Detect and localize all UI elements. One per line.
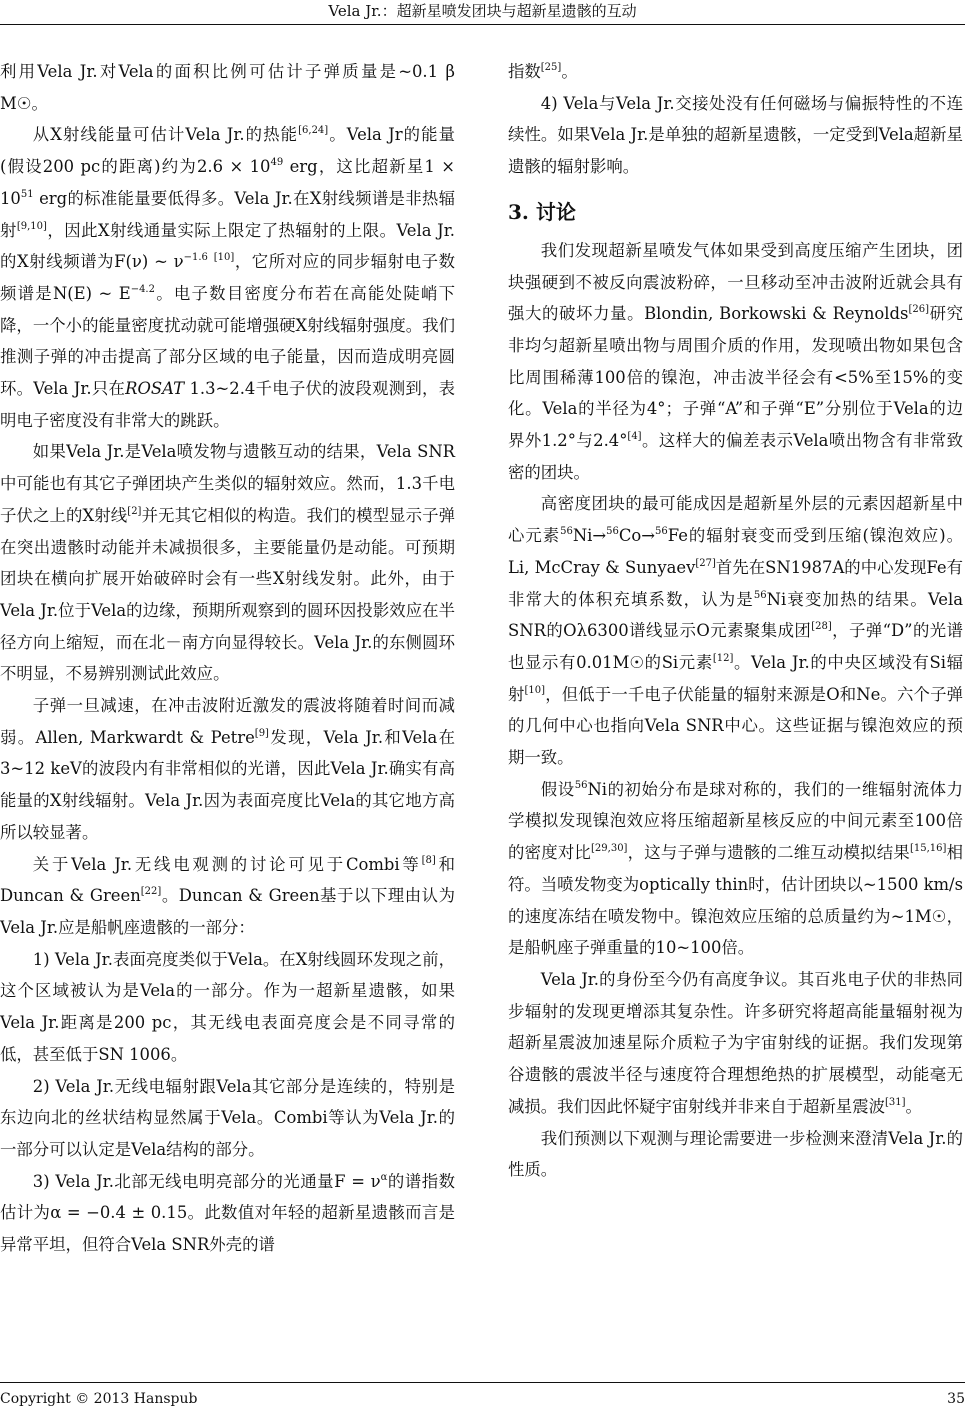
paragraph-mass-estimate: 利用Vela Jr.对Vela的面积比例可估计子弹质量是~0.1 β M☉。: [0, 62, 455, 113]
paragraph-deceleration: 子弹一旦减速，在冲击波附近激发的震波将随着时间而减弱。Allen, Markwardt & Petre[9]发现，Vela Jr.和Vela在3~12 keV的波段内有非常相似的光谱，因此Vela Jr.确实有高能量的X射线辐射。Vela Jr.因为表面亮度比Vela的其它地方高所以较显著。: [0, 696, 455, 842]
running-title: Vela Jr.：超新星喷发团块与超新星遗骸的互动: [328, 2, 637, 20]
paragraph-other-bullets: 如果Vela Jr.是Vela喷发物与遗骸互动的结果，Vela SNR中可能也有其它子弹团块产生类似的辐射效应。然而，1.3千电子伏之上的X射线[2]并无其它相似的构造。我们的模型显示子弹在突出遗骸时动能并未减损很多，主要能量仍是动能。可预期团块在横向扩展开始破碎时会有一些X射线发射。此外，由于Vela Jr.位于Vela的边缘，预期所观察到的圆环因投影效应在半径方向上缩短，而在北－南方向显得较长。Vela Jr.的东侧圆环不明显，不易辨别测试此效应。: [0, 442, 456, 684]
paragraph-continuation: 指数[25]。: [508, 62, 578, 81]
instrument-name: ROSAT: [125, 379, 185, 399]
exponent: 49: [270, 157, 284, 169]
citation: [9,10]: [16, 220, 47, 232]
paragraph-radio-observations: 关于Vela Jr.无线电观测的讨论可见于Combi等[8]和Duncan & Green[22]。Duncan & Green基于以下理由认为Vela Jr.应是船帆座遗骸的一部分：: [0, 854, 456, 937]
citation: [15,16]: [909, 843, 947, 855]
exponent: −1.6: [183, 252, 208, 264]
footer-rule: [0, 1382, 965, 1383]
page-footer: [0, 1388, 965, 1410]
left-column: [0, 56, 455, 1261]
list-item-3: 3) Vela Jr.北部无线电明亮部分的光通量$F = \nu^\alpha$的谱指数估计为α = −0.4 ± 0.15。此数值对年轻的超新星遗骸而言是异常平坦，但符合Vela SNR外壳的谱: [0, 1171, 456, 1255]
citation: [29,30]: [591, 843, 628, 855]
running-header: [0, 0, 965, 24]
paragraph-predictions: 我们预测以下观测与理论需要进一步检测来澄清Vela Jr.的性质。: [508, 1128, 963, 1180]
header-rule: [0, 24, 965, 25]
citation: [8]: [421, 854, 436, 866]
citation: [28]: [811, 621, 832, 633]
isotope-mass-number: 56: [560, 526, 573, 538]
exponent: 51: [20, 188, 34, 200]
citation: [10]: [213, 252, 235, 264]
paragraph-thermal-energy: 从X射线能量可估计Vela Jr.的热能[6,24]。Vela Jr的能量(假设200 pc的距离)约为$2.6 \times 10^{49}$ erg，这比超新星$1 \times 10^{51}$ erg的标准能量要低得多。Vela Jr.在X射线频谱是非热辐射[9,10]，因此X射线通量实际上限定了热辐射的上限。Vela Jr.的X射线频谱为F(ν) ~ $\nu^{-1.6}$ [10]，它所对应的同步辐射电子数频谱是N(E) ~ $E^{-4.2}$。电子数目密度分布若在高能处陡峭下降，一个小的能量密度扰动就可能增强硬X射线辐射强度。我们推测子弹的冲击提高了部分区域的电子能量，因而造成明亮圆环。Vela Jr.只在ROSAT 1.3~2.4千电子伏的波段观测到，表明电子密度没有非常大的跳跃。: [0, 125, 456, 430]
citation: [10]: [524, 684, 546, 696]
exponent: −4.2: [130, 283, 155, 295]
citation: [25]: [540, 62, 562, 73]
citation: [9]: [254, 727, 269, 739]
copyright-notice: Copyright © 2013 Hanspub: [0, 1391, 198, 1407]
right-column: [508, 56, 963, 1186]
isotope-mass-number: 56: [753, 589, 767, 601]
page-number: 35: [947, 1391, 965, 1407]
list-item-1: 1) Vela Jr.表面亮度类似于Vela。在X射线圆环发现之前，这个区域被认为是Vela的一部分。作为一超新星遗骸，如果Vela Jr.距离是200 pc，其无线电表面亮度会是不同寻常的低，甚至低于SN 1006。: [0, 949, 455, 1064]
citation: [27]: [695, 557, 716, 569]
citation: [26]: [908, 304, 929, 316]
citation: [31]: [884, 1096, 906, 1108]
citation: [22]: [140, 886, 162, 898]
paragraph-discussion-1: 我们发现超新星喷发气体如果受到高度压缩产生团块，团块强硬到不被反向震波粉碎，一旦移动至冲击波附近就会具有强大的破坏力量。Blondin, Borkowski & Reynolds[26]研究非均匀超新星喷出物与周围介质的作用，发现喷出物如果包含比周围稀薄100倍的镍泡，冲击波半径会有<5%至15%的变化。Vela的半径为4°；子弹“A”和子弹“E”分别位于Vela的边界外1.2°与2.4°[4]。这样大的偏差表示Vela喷出物含有非常致密的团块。: [508, 240, 964, 482]
list-item-4: 4) Vela与Vela Jr.交接处没有任何磁场与偏振特性的不连续性。如果Vela Jr.是单独的超新星遗骸，一定受到Vela超新星遗骸的辐射影响。: [508, 93, 963, 177]
paragraph-simulation: 假设$^{56}$Ni的初始分布是球对称的，我们的一维辐射流体力学模拟发现镍泡效应将压缩超新星核反应的中间元素至100倍的密度对比[29,30]，这与子弹与遗骸的二维互动模拟结果[15,16]相符。当喷发物变为optically thin时，估计团块以~1500 km/s的速度冻结在喷发物中。镍泡效应压缩的总质量约为~1M☉，是船帆座子弹重量的10~100倍。: [508, 779, 964, 958]
isotope-mass-number: 56: [655, 526, 668, 538]
isotope-mass-number: 56: [606, 526, 619, 538]
exponent: α: [380, 1171, 388, 1183]
paragraph-identity: Vela Jr.的身份至今仍有高度争议。其百兆电子伏的非热同步辐射的发现更增添其复杂性。许多研究将超高能量辐射视为超新星震波加速星际介质粒子为宇宙射线的证据。我们发现第谷遗骸的震波半径与速度符合理想绝热的扩展模型，动能毫无减损。我们因此怀疑宇宙射线并非来自于超新星震波[31]。: [508, 969, 963, 1116]
citation: [4]: [627, 431, 642, 443]
paragraph-nickel-bubble: 高密度团块的最可能成因是超新星外层的元素因超新星中心元素$^{56}$Ni→$^{56}$Co→$^{56}$Fe的辐射衰变而受到压缩(镍泡效应)。Li, McCray & Sunyaev[27]首先在SN1987A的中心发现Fe有非常大的体积充填系数，认为是$^{56}$Ni衰变加热的结果。Vela SNR的Oλ6300谱线显示O元素聚集成团[28]，子弹“D”的光谱也显示有0.01M☉的Si元素[12]。Vela Jr.的中央区域没有Si辐射[10]，但低于一千电子伏能量的辐射来源是O和Ne。六个子弹的几何中心也指向Vela SNR中心。这些证据与镍泡效应的预期一致。: [508, 494, 964, 768]
list-item-2: 2) Vela Jr.无线电辐射跟Vela其它部分是连续的，特别是东边向北的丝状结构显然属于Vela。Combi等认为Vela Jr.的一部分可以认定是Vela结构的部分。: [0, 1076, 455, 1159]
citation: [2]: [127, 505, 142, 517]
section-heading-discussion: 3. 讨论: [508, 199, 576, 224]
isotope-mass-number: 56: [574, 779, 588, 791]
citation: [12]: [712, 652, 734, 664]
citation: [6,24]: [298, 125, 329, 137]
